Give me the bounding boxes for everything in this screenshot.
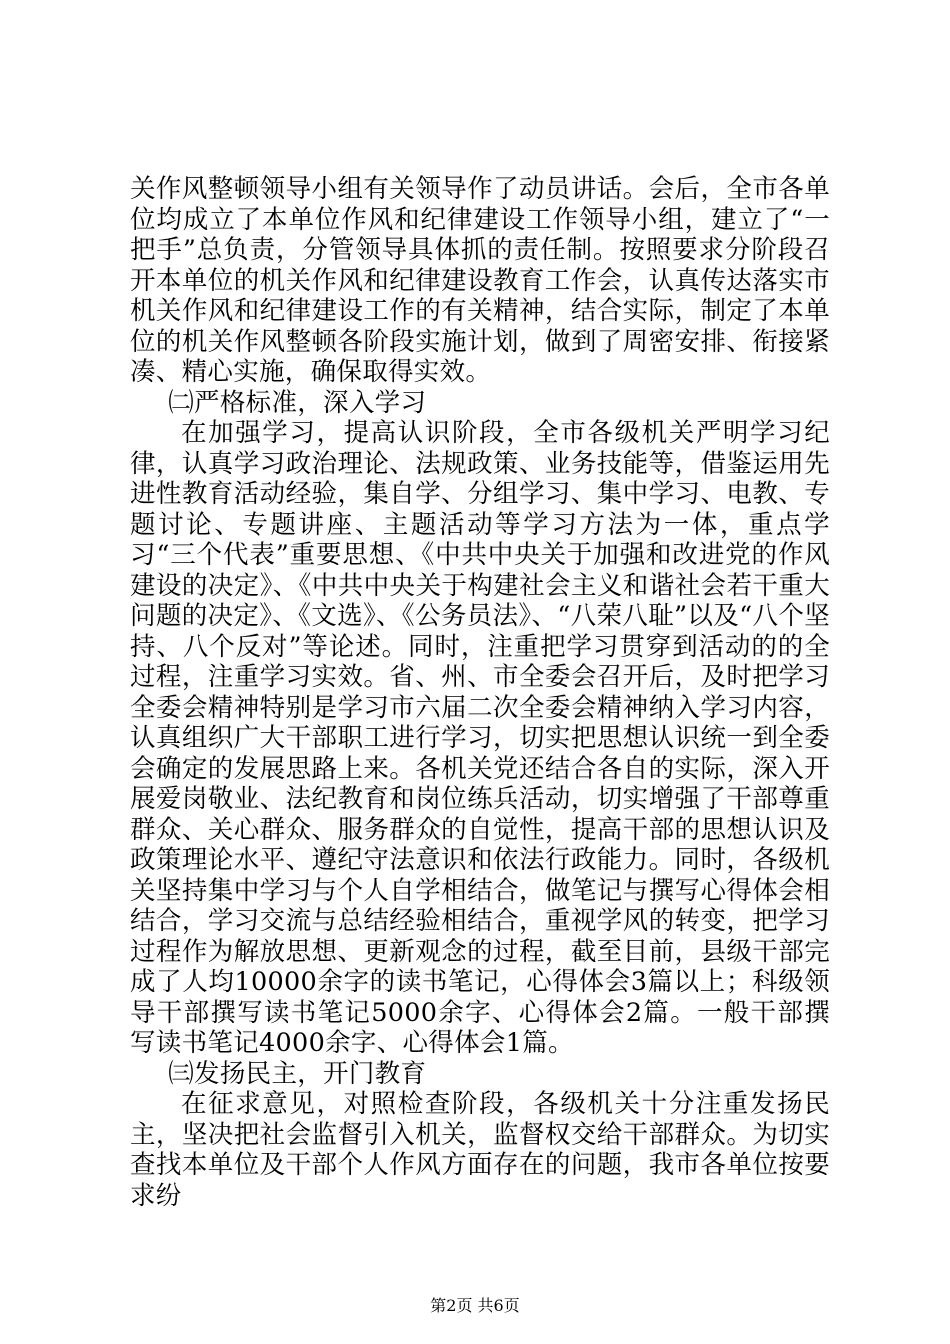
- page-footer: [0, 1296, 950, 1316]
- document-body: [130, 174, 830, 1211]
- paragraph-democracy: 在征求意见，对照检查阶段，各级机关十分注重发扬民主，坚决把社会监督引入机关，监督权交给干部群众。为切实查找本单位及干部个人作风方面存在的问题，我市各单位按要求纷: [130, 1089, 830, 1211]
- page-number: 第2页 共6页: [430, 1296, 520, 1315]
- section-heading-2: ㈡严格标准，深入学习: [168, 387, 427, 418]
- paragraph-study: 在加强学习，提高认识阶段，全市各级机关严明学习纪律，认真学习政治理论、法规政策、业务技能等，借鉴运用先进性教育活动经验，集自学、分组学习、集中学习、电教、专题讨论、专题讲座、主题活动等学习方法为一体，重点学习“三个代表”重要思想、《中共中央关于加强和改进党的作风建设的决定》、《中共中央关于构建社会主义和谐社会若干重大问题的决定》、《文选》、《公务员法》、“八荣八耻”以及“八个坚持、八个反对”等论述。同时，注重把学习贯穿到活动的的全过程，注重学习实效。省、州、市全委会召开后，及时把学习全委会精神特别是学习市六届二次全委会精神纳入学习内容，认真组织广大干部职工进行学习，切实把思想认识统一到全委会确定的发展思路上来。各机关党还结合各自的实际，深入开展爱岗敬业、法纪教育和岗位练兵活动，切实增强了干部尊重群众、关心群众、服务群众的自觉性，提高干部的思想认识及政策理论水平、遵纪守法意识和依法行政能力。同时，各级机关坚持集中学习与个人自学相结合，做笔记与撰写心得体会相结合，学习交流与总结经验相结合，重视学风的转变，把学习过程作为解放思想、更新观念的过程，截至目前，县级干部完成了人均10000余字的读书笔记，心得体会3篇以上；科级领导干部撰写读书笔记5000余字、心得体会2篇。一般干部撰写读书笔记4000余字、心得体会1篇。: [130, 418, 830, 1058]
- section-heading-3: ㈢发扬民主，开门教育: [168, 1058, 427, 1089]
- paragraph-continued: 关作风整顿领导小组有关领导作了动员讲话。会后，全市各单位均成立了本单位作风和纪律建设工作领导小组，建立了“一把手”总负责，分管领导具体抓的责任制。按照要求分阶段召开本单位的机关作风和纪律建设教育工作会，认真传达落实市机关作风和纪律建设工作的有关精神，结合实际，制定了本单位的机关作风整顿各阶段实施计划，做到了周密安排、衔接紧凑、精心实施，确保取得实效。: [130, 174, 830, 387]
